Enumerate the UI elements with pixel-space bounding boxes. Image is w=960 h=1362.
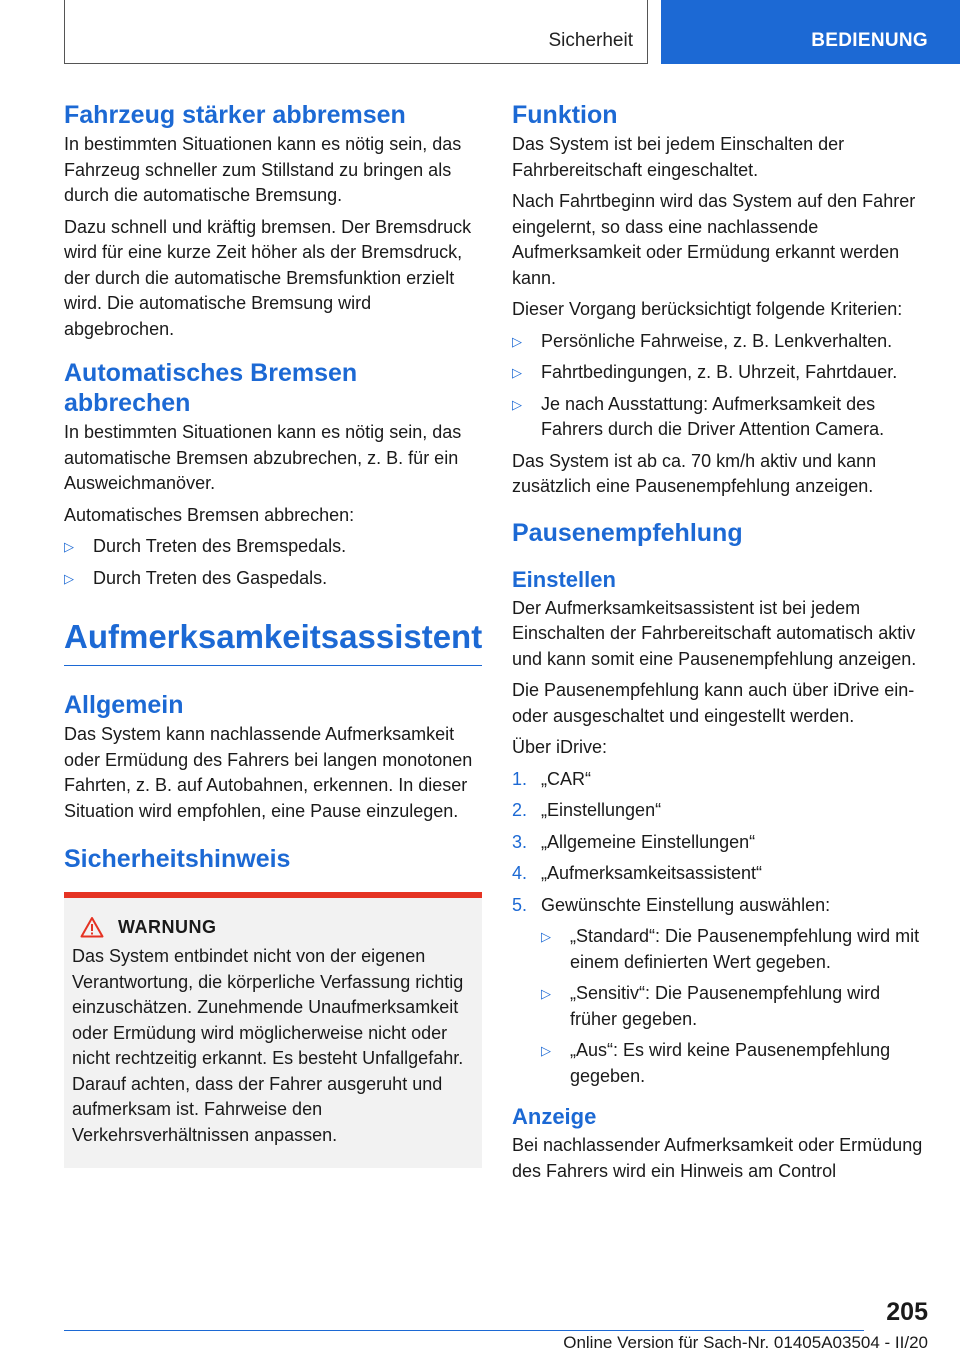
header-chapter-tab [661, 0, 960, 64]
heading-fahrzeug-abbremsen: Fahrzeug stärker abbremsen [64, 101, 406, 129]
list-item: ▷ „Aus“: Es wird keine Pausenempfehlung gegeben. [541, 1040, 891, 1086]
warning-triangle-icon [80, 916, 104, 938]
triangle-bullet-icon: ▷ [512, 365, 522, 380]
heading-pausenempfehlung: Pausenempfehlung [512, 518, 743, 547]
footer-divider [64, 1330, 864, 1331]
list-item: ▷ „Sensitiv“: Die Pausenempfehlung wird früher gegeben. [541, 983, 881, 1029]
paragraph: Bei nachlassender Aufmerksamkeit oder Ermüdung des Fahrers wird ein Hinweis am Control [512, 1135, 923, 1181]
warning-text: Das System entbindet nicht von der eigenen Verantwortung, die körperliche Verfassung richtig einzuschätzen. Zunehmende Unaufmerksamkeit oder Ermüdung wird möglicherweise nicht oder nicht rechtzeitig erkannt. Es besteht Unfallgefahr. Darauf achten, dass der Fahrer ausgeruht und aufmerksam ist. Fahrweise den Verkehrsverhältnissen anpassen. [72, 946, 464, 1145]
paragraph: Nach Fahrtbeginn wird das System auf den Fahrer eingelernt, so dass eine nachlassende Aufmerksamkeit oder Ermüdung erkannt werden kann. [512, 191, 916, 288]
triangle-bullet-icon: ▷ [512, 396, 522, 412]
bullet-list [512, 329, 932, 443]
bullet-list [64, 534, 482, 591]
paragraph: Dazu schnell und kräftig bremsen. Der Bremsdruck wird für eine kurze Zeit höher als der Bremsdruck, der durch die automatische Bremsfunktion erzielt wird. Die automatische Bremsung wird abgebrochen. [64, 216, 472, 339]
heading-bremsen-abbrechen: Automatisches Bremsen abbrechen [64, 359, 358, 417]
heading-funktion: Funktion [512, 101, 618, 129]
paragraph: Die Pausenempfehlung kann auch über iDrive ein- oder ausgeschaltet und eingestellt werden. [512, 680, 915, 726]
list-item: 5. Gewünschte Einstellung auswählen: ▷ „Standard“: Die Pausenempfehlung wird mit einem definierten Wert gegeben. ▷ „Sensitiv“: Die Pausenempfehlung wird früher gegeben. ▷ „Aus“: Es wird keine Pausenempfehlung gegeben. [512, 893, 932, 1090]
page-number: 205 [886, 1298, 928, 1326]
triangle-bullet-icon: ▷ [541, 929, 551, 944]
triangle-bullet-icon: ▷ [512, 333, 522, 349]
paragraph: In bestimmten Situationen kann es nötig sein, das automatische Bremsen abzubrechen, z. B. für ein Ausweichmanöver. [64, 422, 462, 493]
left-column [64, 100, 482, 1168]
list-item: ▷ Je nach Ausstattung: Aufmerksamkeit des Fahrers durch die Driver Attention Camera. [512, 393, 885, 439]
paragraph: Der Aufmerksamkeitsassistent ist bei jedem Einschalten der Fahrbereitschaft automatisch aktiv und kann somit eine Pausenempfehlung anzeigen. [512, 597, 917, 669]
triangle-bullet-icon: ▷ [64, 570, 74, 586]
paragraph: Automatisches Bremsen abbrechen: [64, 504, 355, 525]
triangle-bullet-icon: ▷ [541, 986, 551, 1001]
right-column [512, 100, 932, 1190]
list-item: ▷ „Standard“: Die Pausenempfehlung wird mit einem definierten Wert gegeben. [541, 926, 920, 972]
list-item: 4. „Aufmerksamkeitsassistent“ [512, 863, 763, 883]
header-chapter-label: BEDIENUNG [811, 30, 928, 51]
paragraph: Das System ist ab ca. 70 km/h aktiv und kann zusätzlich eine Pausenempfehlung anzeigen. [512, 450, 877, 496]
paragraph: Das System ist bei jedem Einschalten der Fahrbereitschaft eingeschaltet. [512, 134, 845, 180]
header-section-label: Sicherheit [548, 30, 633, 51]
paragraph: Dieser Vorgang berücksichtigt folgende Kriterien: [512, 299, 903, 319]
list-item: ▷ Fahrtbedingungen, z. B. Uhrzeit, Fahrtdauer. [512, 360, 932, 386]
list-item: 1. „CAR“ [512, 768, 591, 789]
chapter-title: Aufmerksamkeitsassistent [64, 617, 482, 666]
heading-anzeige: Anzeige [512, 1104, 597, 1129]
warning-box [64, 892, 482, 1168]
footer-text: Online Version für Sach-Nr. 01405A03504 - II/20 [563, 1333, 928, 1352]
warning-header [80, 916, 474, 938]
list-item: ▷ Persönliche Fahrweise, z. B. Lenkverhalten. [512, 329, 932, 355]
numbered-list [512, 767, 932, 1090]
list-item: 3. „Allgemeine Einstellungen“ [512, 831, 756, 852]
heading-sicherheitshinweis: Sicherheitshinweis [64, 845, 291, 873]
paragraph: Über iDrive: [512, 737, 608, 757]
warning-title: WARNUNG [118, 916, 217, 937]
list-item: ▷ Durch Treten des Gaspedals. [64, 566, 482, 592]
paragraph: Das System kann nachlassende Aufmerksamkeit oder Ermüdung des Fahrers bei langen monotonen Fahrten, z. B. auf Autobahnen, erkennen. In dieser Situation wird empfohlen, eine Pause einzulegen. [64, 724, 473, 821]
paragraph: In bestimmten Situationen kann es nötig sein, das Fahrzeug schneller zum Stillstand zu bringen als durch die automatische Bremsung. [64, 134, 462, 205]
list-item: ▷ Durch Treten des Bremspedals. [64, 534, 482, 560]
list-item: 2. „Einstellungen“ [512, 800, 662, 820]
triangle-bullet-icon: ▷ [541, 1043, 551, 1058]
heading-allgemein: Allgemein [64, 691, 184, 719]
header-section-tab [64, 0, 648, 64]
sub-bullet-list [541, 924, 932, 1089]
heading-einstellen: Einstellen [512, 566, 616, 592]
triangle-bullet-icon: ▷ [64, 539, 74, 554]
